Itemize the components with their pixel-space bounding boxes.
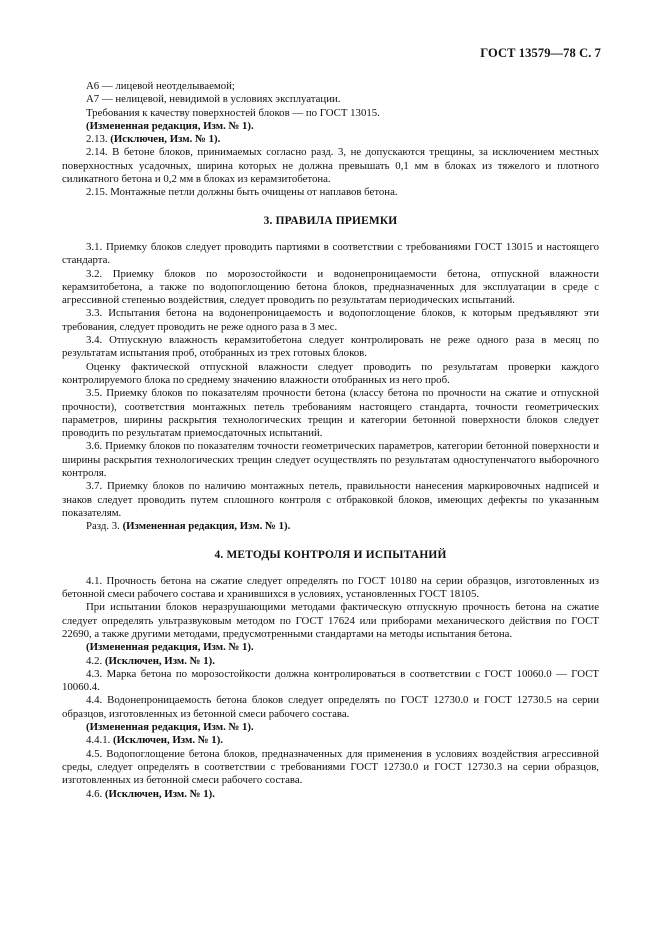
- clause-4-5: 4.5. Водопоглощение бетона блоков, предназначенных для применения в условиях воздействия агрессивной среды, следует определять в соответствии с требованиями ГОСТ 12730.0 и ГОСТ 12730.3 на серии образцов, изготовленных из бетонной смеси рабочего состава.: [62, 747, 599, 787]
- amendment-note: (Измененная редакция, Изм. № 1).: [86, 119, 254, 132]
- clause-4-4-1: [62, 734, 599, 747]
- amendment-note: (Измененная редакция, Изм. № 1).: [122, 520, 291, 533]
- clause-3-7: 3.7. Приемку блоков по наличию монтажных петель, правильности нанесения маркировочных надписей и знаков следует проводить путем сплошного контроля с отбраковкой блоков, имеющих дефекты по указанным показателям.: [62, 480, 599, 519]
- excluded-note: (Исключен, Изм. № 1).: [113, 734, 223, 747]
- clause-3-1: 3.1. Приемку блоков следует проводить партиями в соответствии с требованиями ГОСТ 13015 и настоящего стандарта.: [62, 240, 599, 267]
- clause-4-2: [62, 655, 599, 668]
- document-body: [62, 80, 599, 801]
- clause-number: 4.2.: [86, 654, 103, 667]
- section-4-heading: 4. МЕТОДЫ КОНТРОЛЯ И ИСПЫТАНИЙ: [214, 548, 447, 561]
- clause-number: 4.4.1.: [86, 734, 111, 747]
- clause-4-4: 4.4. Водонепроницаемость бетона блоков следует определять по ГОСТ 12730.0 и ГОСТ 12730.5 на серии образцов, изготовленных из бетонной смеси рабочего состава.: [62, 694, 599, 720]
- clause-3-2: 3.2. Приемку блоков по морозостойкости и водонепроницаемости бетона, отпускной влажности керамзитобетона, а также по водопоглощению бетона блоков, предназначенных для эксплуатации в среде с агрессивной степенью воздействия, следует проводить по результатам периодических испытаний.: [62, 267, 599, 307]
- clause-4-1-note: При испытании блоков неразрушающими методами фактическую отпускную прочность бетона на сжатие следует определять ультразвуковым методом по ГОСТ 17624 или приборами механического действия по ГОСТ 22690, а также другими методами, предусмотренными стандартами на методы испытания бетона.: [62, 601, 599, 640]
- excluded-note: (Исключен, Изм. № 1).: [104, 787, 215, 800]
- excluded-note: (Исключен, Изм. № 1).: [110, 133, 221, 146]
- clause-number: 4.6.: [86, 787, 103, 800]
- clause-2-13: [62, 133, 599, 146]
- page-header: ГОСТ 13579—78 С. 7: [480, 46, 601, 60]
- section-ref: Разд. 3.: [86, 520, 120, 533]
- clause-3-5: 3.5. Приемку блоков по показателям прочности бетона (классу бетона по прочности на сжатие и отпускной прочности), соответствия монтажных петель требованиям настоящего стандарта, точности геометрических параметров, ширины раскрытия технологических трещин и категории бетонной поверхности блоков следует проводить по результатам приемосдаточных испытаний.: [62, 387, 599, 440]
- clause-3-3: 3.3. Испытания бетона на водонепроницаемость и водопоглощение блоков, к которым предъявляют эти требования, следует проводить не реже одного раза в 3 мес.: [62, 307, 599, 333]
- amendment-note: (Измененная редакция, Изм. № 1).: [86, 721, 254, 734]
- amendment-note: (Измененная редакция, Изм. № 1).: [86, 641, 254, 654]
- item-a6: А6 — лицевой неотделываемой;: [86, 80, 235, 92]
- clause-4-6: [62, 788, 599, 801]
- clause-3-4-note: Оценку фактической отпускной влажности следует проводить по результатам проверки каждого контролируемого блока по среднему значению влажности отобранных из него проб.: [62, 360, 599, 386]
- clause-4-3: 4.3. Марка бетона по морозостойкости должна контролироваться в соответствии с ГОСТ 10060.0 — ГОСТ 10060.4.: [62, 667, 599, 694]
- clause-3-4: 3.4. Отпускную влажность керамзитобетона следует контролировать не реже одного раза в месяц по результатам испытания проб, отобранных из трех готовых блоков.: [62, 334, 599, 360]
- clause-3-6: 3.6. Приемку блоков по показателям точности геометрических параметров, категории бетонной поверхности и ширины раскрытия технологических трещин следует осуществлять по результатам одноступенчатого выборочного контроля.: [62, 440, 599, 480]
- clause-2-14: 2.14. В бетоне блоков, принимаемых согласно разд. 3, не допускаются трещины, за исключением местных поверхностных усадочных, ширина которых не должна превышать 0,1 мм в блоках из тяжелого и плотного силикатного бетона и 0,2 мм в блоках из керамзитобетона.: [62, 146, 599, 186]
- clause-number: 2.13.: [86, 133, 108, 146]
- clause-2-15: 2.15. Монтажные петли должны быть очищены от наплавов бетона.: [86, 186, 398, 199]
- item-a7: А7 — нелицевой, невидимой в условиях эксплуатации.: [86, 93, 341, 106]
- section-3-heading: 3. ПРАВИЛА ПРИЕМКИ: [263, 214, 398, 227]
- excluded-note: (Исключен, Изм. № 1).: [104, 654, 215, 667]
- surface-requirements: Требования к качеству поверхностей блоков — по ГОСТ 13015.: [86, 106, 380, 119]
- clause-4-1: 4.1. Прочность бетона на сжатие следует определять по ГОСТ 10180 на серии образцов, изготовленных из бетонной смеси рабочего состава и хранившихся в условиях, установленных ГОСТ 18105.: [62, 574, 599, 601]
- section-3-amendment: [62, 520, 599, 533]
